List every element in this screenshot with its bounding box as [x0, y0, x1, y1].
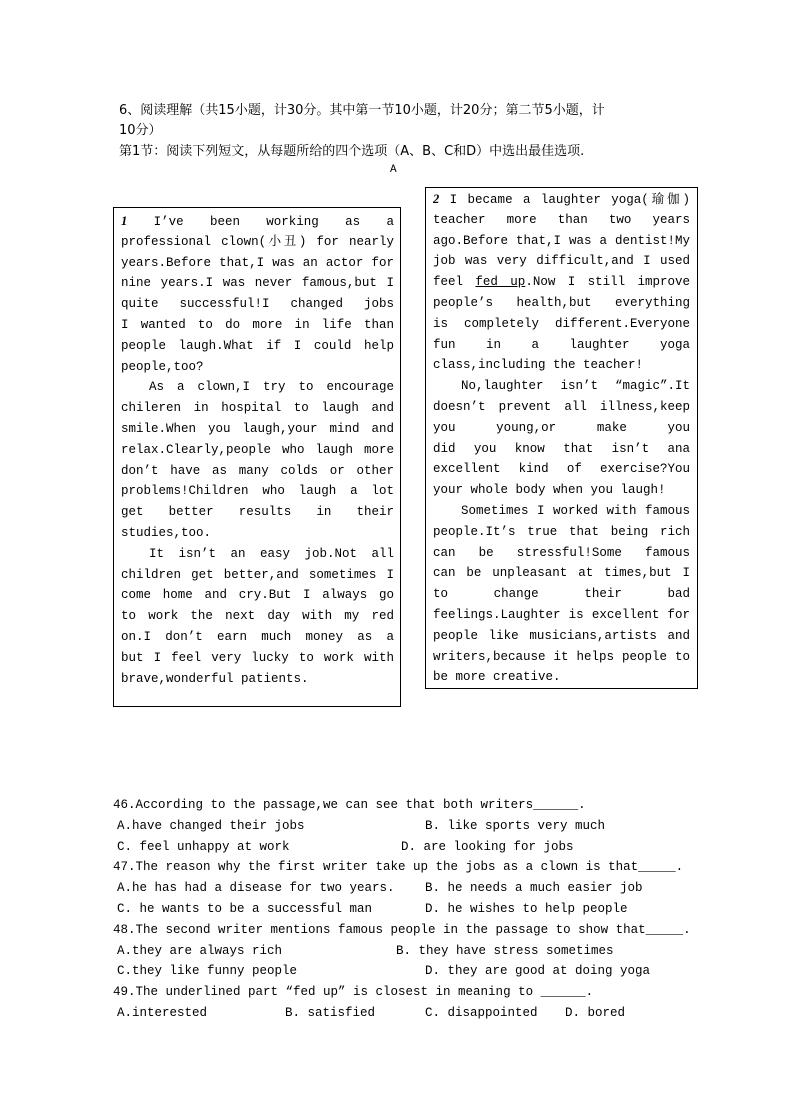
- passage-2-line: No,laughter isn’t “magic”.It: [461, 379, 690, 394]
- passage-2-line: to change their bad: [433, 587, 690, 602]
- answer-option[interactable]: D. are looking for jobs: [401, 839, 574, 854]
- passage-2-line: did you know that isn’t ana: [433, 441, 690, 456]
- answer-option[interactable]: A.interested: [117, 1006, 208, 1020]
- passage-2-line: doesn’t prevent all illness,keep: [433, 399, 690, 414]
- passage-2-line: your whole body when you laugh!: [433, 483, 666, 498]
- passage-1-line: [121, 273, 394, 294]
- question-stem: 46.According to the passage,we can see that both writers______.: [113, 798, 586, 812]
- passage-2-line: people’s health,but everything: [433, 295, 690, 310]
- passage-1-text-segment: years.Before that,I was an actor for: [121, 255, 394, 270]
- passage-2-line: job was very difficult,and I used: [433, 254, 690, 269]
- passage-1-text-segment: people laugh.What if I could help: [121, 338, 394, 353]
- answer-option[interactable]: A.have changed their jobs: [117, 818, 305, 833]
- passage-2-line: teacher more than two years: [433, 212, 690, 227]
- passage-1-line: [121, 232, 394, 253]
- passage-1-line: [121, 211, 394, 232]
- passage-2-line: feel fed up.Now I still improve: [433, 275, 690, 290]
- passage-1-text-segment: get better results in their: [121, 505, 394, 520]
- answer-option[interactable]: D. bored: [565, 1006, 626, 1020]
- passage-1-line: [121, 336, 394, 357]
- answer-option[interactable]: A.they are always rich: [117, 943, 283, 958]
- passage-1-line: [121, 461, 394, 482]
- underlined-phrase: fed up: [475, 275, 526, 290]
- passage-1-line: [121, 648, 394, 669]
- passage-2-line: can be unpleasant at times,but I: [433, 566, 690, 581]
- passage-2-line: be more creative.: [433, 670, 561, 685]
- passage-1-text-segment: I wanted to do more in life than: [121, 317, 394, 332]
- passage-1-text-segment: people,too?: [121, 359, 204, 374]
- passage-1-text-segment: but I feel very lucky to work with: [121, 650, 394, 665]
- passage-1-text-segment: children get better,and sometimes I: [121, 567, 394, 582]
- passage-1-text-segment: As a clown,I try to encourage: [149, 380, 394, 395]
- passage-1-text-segment: problems!Children who laugh a lot: [121, 484, 394, 499]
- passage-2-line: can be stressful!Some famous: [433, 545, 690, 560]
- passage-1-line: [121, 544, 394, 565]
- passage-1-text-segment: professional clown(小丑) for nearly: [121, 234, 394, 249]
- passage-1-text-segment: smile.When you laugh,your mind and: [121, 421, 394, 436]
- passage-1-text-segment: don’t have as many colds or other: [121, 463, 394, 478]
- passage-1-line: [121, 294, 394, 315]
- passage-1-text-segment: nine years.I was never famous,but I: [121, 276, 394, 291]
- answer-option[interactable]: A.he has had a disease for two years.: [117, 881, 395, 896]
- question-stem: 48.The second writer mentions famous people in the passage to show that_____.: [113, 922, 691, 937]
- passage-1-line: [121, 669, 394, 690]
- passage-1-text-segment: It isn’t an easy job.Not all: [149, 546, 394, 561]
- passage-1-line: [121, 419, 394, 440]
- passage-1-box: [113, 207, 401, 707]
- passage-2-line: you young,or make you: [433, 420, 690, 435]
- passage-1-line: [121, 565, 394, 586]
- passage-2-line: excellent kind of exercise?You: [433, 462, 690, 477]
- question-stem: 49.The underlined part “fed up” is closest in meaning to ______.: [113, 985, 594, 1000]
- passage-2-line: Sometimes I worked with famous: [461, 503, 690, 518]
- question-stem: 47.The reason why the first writer take up the jobs as a clown is that_____.: [113, 860, 684, 875]
- answer-option[interactable]: B. satisfied: [285, 1006, 376, 1020]
- passage-1-line: [121, 502, 394, 523]
- passage-2-line: class,including the teacher!: [433, 358, 644, 373]
- passage-1-line: [121, 253, 394, 274]
- passage-2-line: is completely different.Everyone: [433, 316, 690, 331]
- passage-1-text-segment: studies,too.: [121, 525, 212, 540]
- passage-1-line: [121, 481, 394, 502]
- passage-2-line: 2 I became a laughter yoga(瑜伽): [433, 192, 690, 207]
- passage-number: 2: [433, 192, 440, 206]
- passage-1-line: [121, 440, 394, 461]
- passage-1-text-segment: quite successful!I changed jobs: [121, 297, 394, 312]
- passage-1-text-segment: chileren in hospital to laugh and: [121, 401, 394, 416]
- answer-option[interactable]: B. they have stress sometimes: [396, 943, 614, 958]
- passage-1-text-segment: relax.Clearly,people who laugh more: [121, 442, 394, 457]
- passage-2-line: people like musicians,artists and: [433, 628, 690, 643]
- passage-1-line: [121, 398, 394, 419]
- instructions: 第1节：阅读下列短文，从每题所给的四个选项（A、B、C和D）中选出最佳选项.: [119, 144, 585, 159]
- answer-option[interactable]: D. they are good at doing yoga: [425, 964, 651, 979]
- passage-1-line: [121, 377, 394, 398]
- passage-1-line: [121, 627, 394, 648]
- section-heading: 6、阅读理解（共15小题，计30分。其中第一节10小题，计20分；第二节5小题，计: [119, 103, 605, 118]
- passage-label: A: [390, 164, 397, 176]
- answer-option[interactable]: C. disappointed: [425, 1006, 538, 1020]
- passage-2-box: [425, 187, 698, 689]
- answer-option[interactable]: C.they like funny people: [117, 964, 298, 979]
- passage-1-line: [121, 523, 394, 544]
- answer-option[interactable]: B. like sports very much: [425, 818, 606, 833]
- passage-1-line: [121, 606, 394, 627]
- passage-1-line: [121, 315, 394, 336]
- passage-1-text-segment: come home and cry.But I always go: [121, 588, 394, 603]
- passage-1-text-segment: I’ve been working as a: [153, 215, 394, 229]
- passage-2-line: people.It’s true that being rich: [433, 524, 690, 539]
- passage-2-line: feelings.Laughter is excellent for: [433, 607, 690, 622]
- passage-2-line: writers,because it helps people to: [433, 649, 690, 664]
- passage-2-line: ago.Before that,I was a dentist!My: [433, 233, 690, 248]
- passage-1-text-segment: to work the next day with my red: [121, 609, 394, 624]
- passage-1-line: [121, 357, 394, 378]
- answer-option[interactable]: C. he wants to be a successful man: [117, 902, 373, 916]
- passage-1-text-segment: on.I don’t earn much money as a: [121, 629, 394, 644]
- passage-number: 1: [121, 214, 128, 228]
- section-heading-cont: 10分）: [119, 123, 162, 138]
- answer-option[interactable]: B. he needs a much easier job: [425, 881, 643, 896]
- passage-1-text-segment: brave,wonderful patients.: [121, 671, 309, 686]
- answer-option[interactable]: D. he wishes to help people: [425, 902, 628, 916]
- passage-1-text: [121, 211, 394, 689]
- passage-2-line: fun in a laughter yoga: [433, 337, 690, 352]
- passage-1-line: [121, 585, 394, 606]
- answer-option[interactable]: C. feel unhappy at work: [117, 839, 290, 854]
